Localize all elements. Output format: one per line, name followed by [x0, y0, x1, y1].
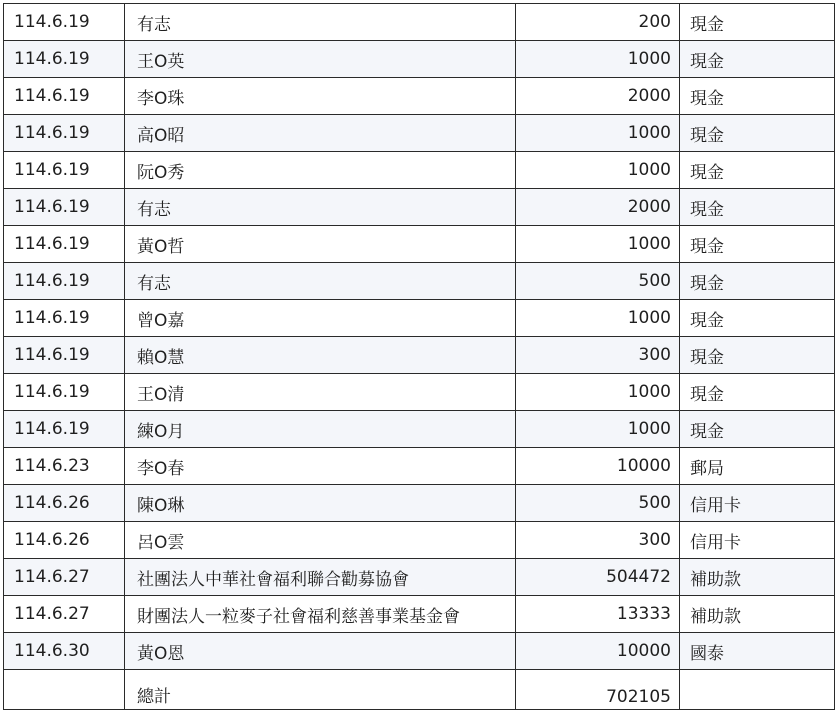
- table-row: [4, 374, 835, 411]
- amount-cell: 2000: [516, 189, 680, 226]
- table-row: [4, 485, 835, 522]
- payment-method-cell: 現金: [680, 4, 835, 41]
- table-row: [4, 411, 835, 448]
- date-cell: 114.6.27: [4, 596, 125, 633]
- payment-method-cell: 現金: [680, 263, 835, 300]
- donor-name-cell: 李O春: [125, 448, 516, 485]
- ledger-body: [4, 4, 835, 710]
- date-cell: 114.6.26: [4, 522, 125, 559]
- table-row: [4, 337, 835, 374]
- payment-method-cell: 現金: [680, 115, 835, 152]
- amount-cell: 10000: [516, 633, 680, 670]
- date-cell: 114.6.19: [4, 78, 125, 115]
- payment-method-cell: 補助款: [680, 559, 835, 596]
- donor-name-cell: 有志: [125, 4, 516, 41]
- payment-method-cell: 現金: [680, 189, 835, 226]
- payment-method-cell: 信用卡: [680, 522, 835, 559]
- table-row: [4, 226, 835, 263]
- amount-cell: 10000: [516, 448, 680, 485]
- payment-method-cell: 現金: [680, 78, 835, 115]
- table-row: [4, 522, 835, 559]
- total-amount: 702105: [516, 670, 680, 710]
- donor-name-cell: 曾O嘉: [125, 300, 516, 337]
- table-row: [4, 152, 835, 189]
- amount-cell: 1000: [516, 374, 680, 411]
- payment-method-cell: 現金: [680, 300, 835, 337]
- table-row: [4, 78, 835, 115]
- date-cell: 114.6.19: [4, 41, 125, 78]
- date-cell: 114.6.19: [4, 189, 125, 226]
- amount-cell: 1000: [516, 300, 680, 337]
- amount-cell: 1000: [516, 115, 680, 152]
- amount-cell: 1000: [516, 41, 680, 78]
- donation-ledger-table: [3, 3, 835, 710]
- table-row: [4, 559, 835, 596]
- donor-name-cell: 高O昭: [125, 115, 516, 152]
- amount-cell: 300: [516, 522, 680, 559]
- payment-method-cell: 現金: [680, 374, 835, 411]
- payment-method-cell: 現金: [680, 152, 835, 189]
- payment-method-cell: 郵局: [680, 448, 835, 485]
- amount-cell: 300: [516, 337, 680, 374]
- date-cell: 114.6.19: [4, 4, 125, 41]
- donor-name-cell: 黃O恩: [125, 633, 516, 670]
- date-cell: 114.6.30: [4, 633, 125, 670]
- donor-name-cell: 黃O哲: [125, 226, 516, 263]
- date-cell: 114.6.19: [4, 115, 125, 152]
- donor-name-cell: 陳O琳: [125, 485, 516, 522]
- total-date-cell: [4, 670, 125, 710]
- date-cell: 114.6.26: [4, 485, 125, 522]
- donor-name-cell: 李O珠: [125, 78, 516, 115]
- total-row: [4, 670, 835, 710]
- date-cell: 114.6.19: [4, 263, 125, 300]
- donor-name-cell: 社團法人中華社會福利聯合勸募協會: [125, 559, 516, 596]
- amount-cell: 500: [516, 485, 680, 522]
- donor-name-cell: 練O月: [125, 411, 516, 448]
- payment-method-cell: 現金: [680, 337, 835, 374]
- table-row: [4, 263, 835, 300]
- amount-cell: 504472: [516, 559, 680, 596]
- table-row: [4, 448, 835, 485]
- donor-name-cell: 有志: [125, 263, 516, 300]
- date-cell: 114.6.23: [4, 448, 125, 485]
- amount-cell: 1000: [516, 152, 680, 189]
- date-cell: 114.6.19: [4, 226, 125, 263]
- date-cell: 114.6.19: [4, 152, 125, 189]
- donor-name-cell: 阮O秀: [125, 152, 516, 189]
- total-method-cell: [680, 670, 835, 710]
- total-label: 總計: [125, 670, 516, 710]
- amount-cell: 500: [516, 263, 680, 300]
- table-row: [4, 41, 835, 78]
- date-cell: 114.6.19: [4, 374, 125, 411]
- table-row: [4, 633, 835, 670]
- table-row: [4, 4, 835, 41]
- donor-name-cell: 財團法人一粒麥子社會福利慈善事業基金會: [125, 596, 516, 633]
- donor-name-cell: 有志: [125, 189, 516, 226]
- donor-name-cell: 呂O雲: [125, 522, 516, 559]
- amount-cell: 1000: [516, 411, 680, 448]
- date-cell: 114.6.19: [4, 300, 125, 337]
- amount-cell: 13333: [516, 596, 680, 633]
- date-cell: 114.6.27: [4, 559, 125, 596]
- amount-cell: 200: [516, 4, 680, 41]
- donor-name-cell: 王O清: [125, 374, 516, 411]
- payment-method-cell: 現金: [680, 226, 835, 263]
- payment-method-cell: 國泰: [680, 633, 835, 670]
- payment-method-cell: 補助款: [680, 596, 835, 633]
- table-row: [4, 115, 835, 152]
- table-row: [4, 189, 835, 226]
- payment-method-cell: 現金: [680, 41, 835, 78]
- date-cell: 114.6.19: [4, 337, 125, 374]
- amount-cell: 2000: [516, 78, 680, 115]
- donor-name-cell: 王O英: [125, 41, 516, 78]
- table-row: [4, 596, 835, 633]
- amount-cell: 1000: [516, 226, 680, 263]
- table-row: [4, 300, 835, 337]
- payment-method-cell: 信用卡: [680, 485, 835, 522]
- date-cell: 114.6.19: [4, 411, 125, 448]
- payment-method-cell: 現金: [680, 411, 835, 448]
- donor-name-cell: 賴O慧: [125, 337, 516, 374]
